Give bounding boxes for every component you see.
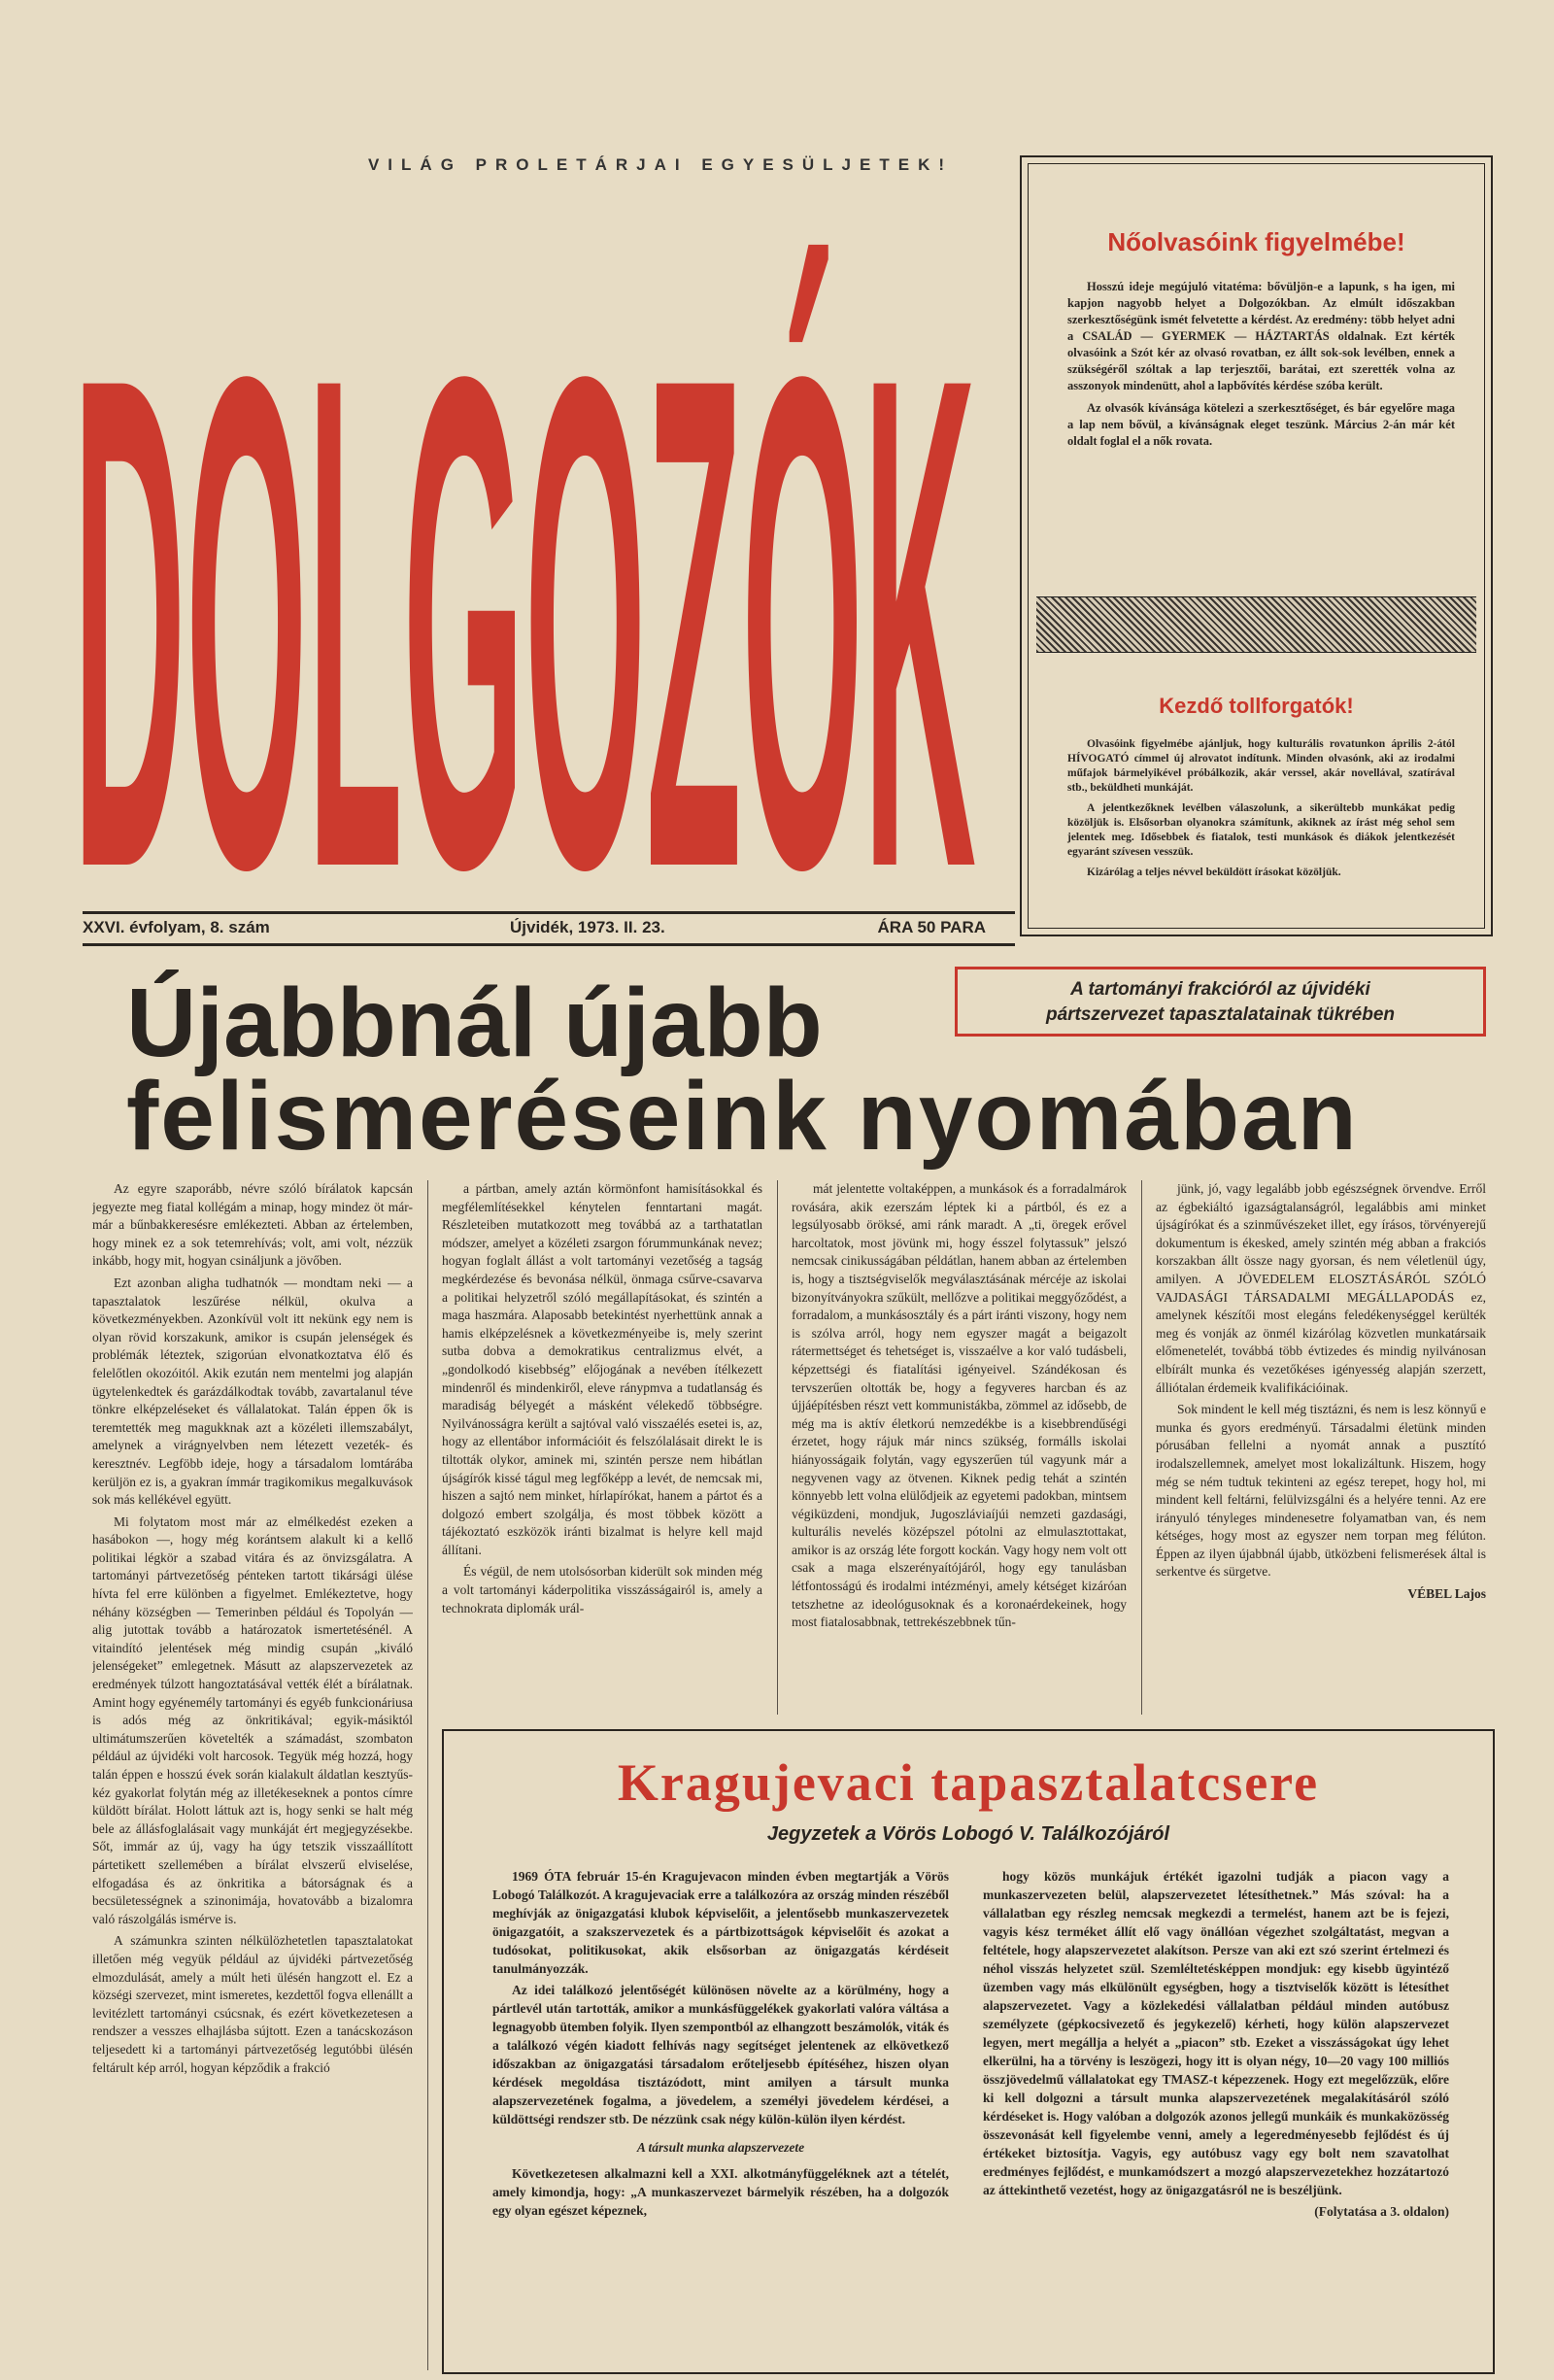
kragujevac-paragraph: 1969 ÓTA február 15-én Kragujevacon minden évben megtartják a Vörös Lobogó Találkozót. A kragujevaciak erre a találkozóra az ország minden részéből meghívják az önigazgatási klubok képviselőit, a jelentősebb munkaszervezetek önigazgatóit, a szakszervezetek és a pártbizottságok képviselőit és azokat a tudósokat, politikusokat, akik elsősorban az önigazgatás kérdéseit tanulmányozzák. [492, 1869, 949, 1976]
volume-label: XXVI. évfolyam, 8. szám [83, 918, 270, 936]
kicker-line-1: A tartományi frakcióról az újvidéki [1070, 979, 1370, 1000]
notice-box [1020, 155, 1493, 936]
notice-box-inner [1028, 163, 1485, 929]
article-paragraph: a pártban, amely aztán körmönfont hamisításokkal és megfélemlítésekkel kénytelen fenntartani magát. Részleteiben mutatkozott meg továbbá az a tarthatatlan módszer, amelyet a közéleti zsargon fórummunkának nevez; hogyan foglalt állást a volt tartományi vezetőség a tagság megkérdezése és bevonása nélkül, önmaga csűrve-csavarva a politikai helyzetről szóló megállapításokat, és szintén a maga haszmára. Alaposabb betekintést nyerhettünk annak a hamis elképzelésnek a következményeibe is, mely szerint sutba dobva a demokratikus centralizmus elvét, a „gondolkodó kisebbség” előjogának a nevében ítélkezett mindenről és mindenkiről, eleve ránypmva a tudatlanság és maradiság bélyegét a másként vélekedő többségre. Nyilvánosságra került a sajtóval való visszaélés esetei is, az, hogy az ellentábor információit és felszólalásait direkt le is tiltották olykor, aminek mi, szintén persze nem hibátlan újságírók kissé tágul meg legfőképp a levét, de nemcsak mi, hiszen a sajtó nem minket, hírlapírókat, hanem a pártot és a dolgozó embert szolgálja, és most többek között a tájékoztató eszközök iránti bizalmat is helyre kell majd állítani. [442, 1181, 762, 1557]
article-paragraph: És végül, de nem utolsósorban kiderült sok minden még a volt tartományi káderpolitika visszásságairól is, amely a technokrata diplomák urál- [442, 1564, 762, 1615]
article-paragraph: Az egyre szaporább, névre szóló bírálatok kapcsán jegyezte meg fiatal kollégám a minap, hogy mindez öt már-már a bűnbakkeresésre emlékezteti. Abban az értelemben, hogy minek ez a sok tetemrehívás; volt, ami volt, nézzük inkább, hogy mit, hogyan csináljunk a jövőben. [92, 1181, 413, 1269]
article-column-1 [92, 1180, 413, 2370]
masthead-title-graphic [68, 194, 981, 894]
place-date: Újvidék, 1973. II. 23. [510, 918, 665, 936]
headline-line-2: felismeréseink nyomában [126, 1062, 1359, 1171]
column-rule [777, 1180, 778, 1715]
column-rule [427, 1180, 428, 2370]
headline-kicker-box [955, 967, 1486, 1037]
kragujevac-column-2 [983, 1867, 1449, 2363]
writers-paragraph: A jelentkezőknek levélben válaszolunk, a sikerültebb munkákat pedig közöljük is. Elsősorban olyanokra számítunk, akiknek az írást még sehol sem jelentek meg. Idősebbek és fiatalok, testi munkások és diákok jelentkezését egyaránt szívesen vesszük. [1067, 802, 1455, 858]
article-paragraph: mát jelentette voltaképpen, a munkások és a forradalmárok rovására, akik ezerszám léptek ki a pártból, és ez a legsúlyosabb öröksé, ami ránk maradt. A „ti, öregek erővel harcoltatok, most jövünk mi, hogy ésszel folytassuk” jelszó nemcsak cinikusságában példátlan, hanem abban az értelemben is, hogy a tisztségviselők megválasztásának mércéje az iskolai bizonyítványokra szűkült, mellőzve a politikai meggyőződést, a forradalom, a munkásosztály és a párt iránti viszony, hogy nem is szólva arról, hogy nem egyszer magát a beigazolt rátermettséget és tehetséget is, visszaélve a kor való tudásbeli, képzettségi és fiatalítási igényeivel. Szándékosan és tervszerűen oltották be, hogy a fegyveres harcban és az újjáépítésben részt vett kommunistákba, zömmel az idősebb, de még ma is aktív életkorú nemzedékbe is a kisebbrendűségi érzetet, hogy rájuk már nincs szükség, formálls iskolai hiányosságaik folytán, vagy egyszerűen túl vagyunk már a negyvenen vagy az ötvenen. Kiknek pedig tehát a szintén könnyebb lett volna elülődjeik az egyetemi padokban, mintsem végiküzdeni, mondjuk, Jugoszláviaíjúi nemzeti gazdasági, kulturális nevelés középszel pótolni az elmulasztottakat, amikor is az ország léte forgott kockán. Vagy hogy nem volt ott csak a maga elszerényaítójáról, hogy egy tanulásban létfontosságú és irodalmi intézményi, amely kétséget kizáróan tetszhetne az ideológusoknak és a koronaérdekeinek, hogy most fiatalosabbnak, tettrekészebbnek tűn- [792, 1181, 1127, 1630]
column-rule [1141, 1180, 1142, 1715]
notice-text [1067, 279, 1455, 456]
issue-info-row [83, 911, 1015, 946]
ornament-divider [1036, 596, 1476, 653]
article-paragraph: jünk, jó, vagy legalább jobb egészségnek örvendve. Erről az égbekiáltó igazságtalanságról, legalábbis ami minket újságírókat és a szinművészeket illet, egy írásos, törvényerejű dokumentum is ékesked, amely szintén még abban a frakciós korszakban állt össze nagy gyorsan, és nem véletlenül úgy, amilyen. A JÖVEDELEM ELOSZTÁSÁRÓL SZÓLÓ VAJDASÁGI TÁRSADALMI MEGÁLLAPODÁS ez, amelynek készítői most elegáns feledékenységgel kerülték meg és vonják az önmél kizárólag közvetlen munkatársaik előmenetelét, továbbá több évtizedes és mindig nyilvánosan elbírált munka és vezetőkéses igényesség alapján szerzett, álliótalan érdemeik kvalifikációinak. [1156, 1181, 1486, 1395]
article-paragraph: Sok mindent le kell még tisztázni, és nem is lesz könnyű e munka és gyors eredményű. Társadalmi életünk minden pórusában fellelni a nyomát annak a pusztító irodalszellemnek, amelyet most lokalizáltunk. Hiszem, hogy még se ném tudtuk tekinteni az egész terepet, hogy hol, mi mindent kell feltárni, felülvizsgálni és a helyére tenni. Az ere irányuló tényleges mindenesetre folyamatban van, és nem kétséges, hogy most az egyszer nem torpan meg félúton. Éppen az ilyen újabbnál újabb, ütközbeni felismerések által is serkentve és sürgetve. [1156, 1402, 1486, 1580]
masthead-title-text: DOLGOZÓK [73, 231, 976, 894]
kragujevac-subheading: A társult munka alapszervezete [636, 2140, 805, 2155]
masthead-title [68, 194, 981, 894]
kragujevac-article-box [442, 1729, 1495, 2374]
article-column-2 [442, 1180, 762, 1715]
masthead-slogan: VILÁG PROLETÁRJAI EGYESÜLJETEK! [367, 155, 954, 174]
writers-title: Kezdő tollforgatók! [1159, 694, 1354, 718]
notice-title: Nőolvasóink figyelmébe! [1107, 227, 1405, 256]
continued-note: (Folytatása a 3. oldalon) [1314, 2204, 1449, 2219]
writers-paragraph: Olvasóink figyelmébe ajánljuk, hogy kulturális rovatunkon április 2-ától HÍVOGATÓ címmel új alrovatot indítunk. Minden olvasónk, aki az irodalmi műfajok bármelyikével próbálkozik, akár verssel, akár novellával, szatírával stb., beküldheti munkáját. [1067, 738, 1455, 794]
article-column-4 [1156, 1180, 1486, 1719]
article-paragraph: Ezt azonban aligha tudhatnók — mondtam neki — a tapasztalatok leszűrése nélkül, okulva a következményekben. Azonkívül volt itt nekünk egy nem is olyan rövid korszakunk, amikor is csupán jelenségek és problémák léteztek, szigorúan elvonatkoztatva élő és felelőtlen okozóitól. Akik ezután nem mentelmi jog alapján ügytelenkedtek és garázdálkodtak tovább, zavartalanul téve tönkre elképzeléseket és vállalatokat. Talán éppen ők is teremtették meg magukknak azt a közéleti illemszabályt, amelynek a virágnyelvben nem létezett vezeték- és keresztnév. Legföbb ideje, hogy a társadalom lomtárába kerüljön ez is, a gyakran ímmár tragikomikus megalkuvások sok más kellékével együtt. [92, 1275, 413, 1508]
kragujevac-column-1 [492, 1867, 949, 2363]
kragujevac-title: Kragujevaci tapasztalatcsere [617, 1753, 1320, 1812]
kragujevac-subtitle: Jegyzetek a Vörös Lobogó V. Találkozójáról [766, 1823, 1170, 1845]
headline-line-1: Újabbnál újabb [126, 969, 823, 1077]
price-label: ÁRA 50 PARA [877, 918, 986, 936]
writers-paragraph: Kizárólag a teljes névvel beküldött írásokat közöljük. [1087, 867, 1341, 878]
article-column-3 [792, 1180, 1127, 1715]
article-paragraph: Mi folytatom most már az elmélkedést ezeken a hasábokon —, hogy még korántsem alakult ki a kellő politikai légkör a szabad vitára és az önvizsgálatra. A tartományi pártvezetőség pénteken tartott tikársági ülése hívta fel erre különben a figyelmet. Emlékeztetve, hogy néhány községben — Temerinben például és Topolyán — alig jutottak tovább a határozatok ismertetésénél. A vitaindító jelentések még mindig csupán „kiváló jelenségeket” emlegetnek. Másutt az alapszervezetek az eredmények túlzott hangoztatásával vették élét a bírálatnak. Amint hogy egyénemély tartományi és egyéb funkcionáriusa is adós még az önkritikával; egyik-másiktól ultimátumszerűen követelték a számadást, szombaton például az újvidéki volt harcosok. Tegyük még hozzá, hogy talán éppen e hosszú évek során kialakult áldatlan kesztyűs-kéz gyakorlat folytán még az illetékeseknek a pontos címre küldött bírálat. Holott láttuk azt is, hogy senki se halt még bele az állásfoglalásait vagy munkáját ért megjegyzésekbe. Sőt, immár az új, vagy ha úgy tetszik visszaállított pártetikett szellemében a bírálat elvszerű elviselése, elfogadása és az önkritika a bátorságnak és a becsületességnek a szinonimája, hovatovább a bizalomra való rászolgálás ismérve is. [92, 1513, 413, 1926]
kragujevac-paragraph: hogy közös munkájuk értékét igazolni tudják a piacon vagy a munkaszervezeten belül, alapszervezetet létesíthetnek.” Más szóval: ha a vállalatban egy részleg nemcsak megkezdi a termelést, hanem azt be is fejezi, vagyis kész terméket állít elő vagy önállóan végezhet szolgáltatást, megvan a feltétele, hogy alapszervezetet alakítson. Persze van aki ezt szó szerint értelmezi és néhol visszás helyzetet szül. Szemléltetésképpen mondjuk: egy kisebb ügyintéző üzemben vagy más elkülönült egységben, hogy a tisztviselők között is létesíthet alapszervezetet. Vagy a közlekedési vállalatban például minden autóbusz személyzete (gépkocsivezető és jegykezelő) kérheti, hogy külön alapszervezet legyen, mert megállja a helyét a „piacon” stb. Ezeket a visszásságokat úgy lehet elkerülni, ha a törvény is leszögezi, hogy itt is olyan négy, 10—20 vagy 100 milliós összjövedelmű vállalatokat egy TMASZ-t képezzenek. Hogy ezt megelőzzük, előre ki kell dolgozni a társult munka alapszervezetének megalakításáról szóló kérdéseket is. Hogy valóban a dolgozók azonos jellegű munkáik és munkaközösség összevonását kell figyelembe venni, amely a legeredményesebb fejlődést és új értékeket biztosítja. Vagyis, egy autóbusz vagy egy bolt nem szavatolhat eredményes fejlődést, e munkamódszert a mozgó alapszervezetekhez hozzátartozó az áttekinthető vezetést, hogy az önigazgatásról ne is beszéljünk. [983, 1869, 1449, 2197]
article-signature: VÉBEL Lajos [1407, 1586, 1486, 1602]
kicker-line-2: pártszervezet tapasztalatainak tükrében [1045, 1004, 1396, 1025]
notice-paragraph: Az olvasók kívánsága kötelezi a szerkesztőséget, és bár egyelőre maga a lap nem bővül, a kívánságnak eleget teszünk. Március 2-án már két oldalt foglal el a nők rovata. [1067, 401, 1455, 448]
writers-text [1067, 737, 1455, 886]
notice-paragraph: Hosszú ideje megújuló vitatéma: bővüljön-e a lapunk, s ha igen, mi kapjon nagyobb helyet a Dolgozókban. Az elmúlt időszakban szerkesztőségünk ismét felvetette a kérdést. Az eredmény: több helyet adni a CSALÁD — GYERMEK — HÁZTARTÁS oldalnak. Ezt kérték olvasóink a Szót kér az olvasó rovatban, ez állt sok-sok levélben, ennek a szükségéről szóltak a lap terjesztői, barátai, ezt szerették volna az asszonyok mindenütt, ahol a lapbővítés kérdése szóba került. [1067, 280, 1455, 392]
article-paragraph: A számunkra szinten nélkülözhetetlen tapasztalatokat illetően még vegyük például az újvidéki pártvezetőség elmozdulását, amely a múlt heti ülésén hangzott el. Ez a községi szervezet, mint ismeretes, kezdettől fogva ellenállt a levitézlett tartományi csúcsnak, és ezért következetesen a rendszer a vesszes elhajlásba sújtott. Ezen a tanácskozáson teljesedett ki a tartományi pártvezetőség legutóbbi ülésén feltárult kép arról, hogyan képződik a frakció [92, 1933, 413, 2075]
kragujevac-paragraph: Következetesen alkalmazni kell a XXI. alkotmányfüggeléknek azt a tételét, amely kimondja, hogy: „A munkaszervezet bármelyik részében, ha a dolgozók egy olyan egészet képeznek, [492, 2166, 949, 2218]
kragujevac-paragraph: Az idei találkozó jelentőségét különösen növelte az a körülmény, hogy a pártlevél után tartották, amikor a munkásfüggelékek gyakorlati valóra váltása a legnagyobb ütemben folyik. Ilyen szempontból az elhangzott beszámolók, viták és a találkozó végén kiadott felhívás nagy segítséget jelentenek az elkövetkező időszakban az önigazgatási társadalom erőteljesebb építéséhez, hiszen olyan kérdések megoldása tisztázódott, mint amilyen a társult munka alapszervezetének fogalma, a jövedelem, a személyi jövedelem kérdései, a küldöttségi rendszer stb. De nézzünk csak négy külön-külön ilyen kérdést. [492, 1983, 949, 2126]
